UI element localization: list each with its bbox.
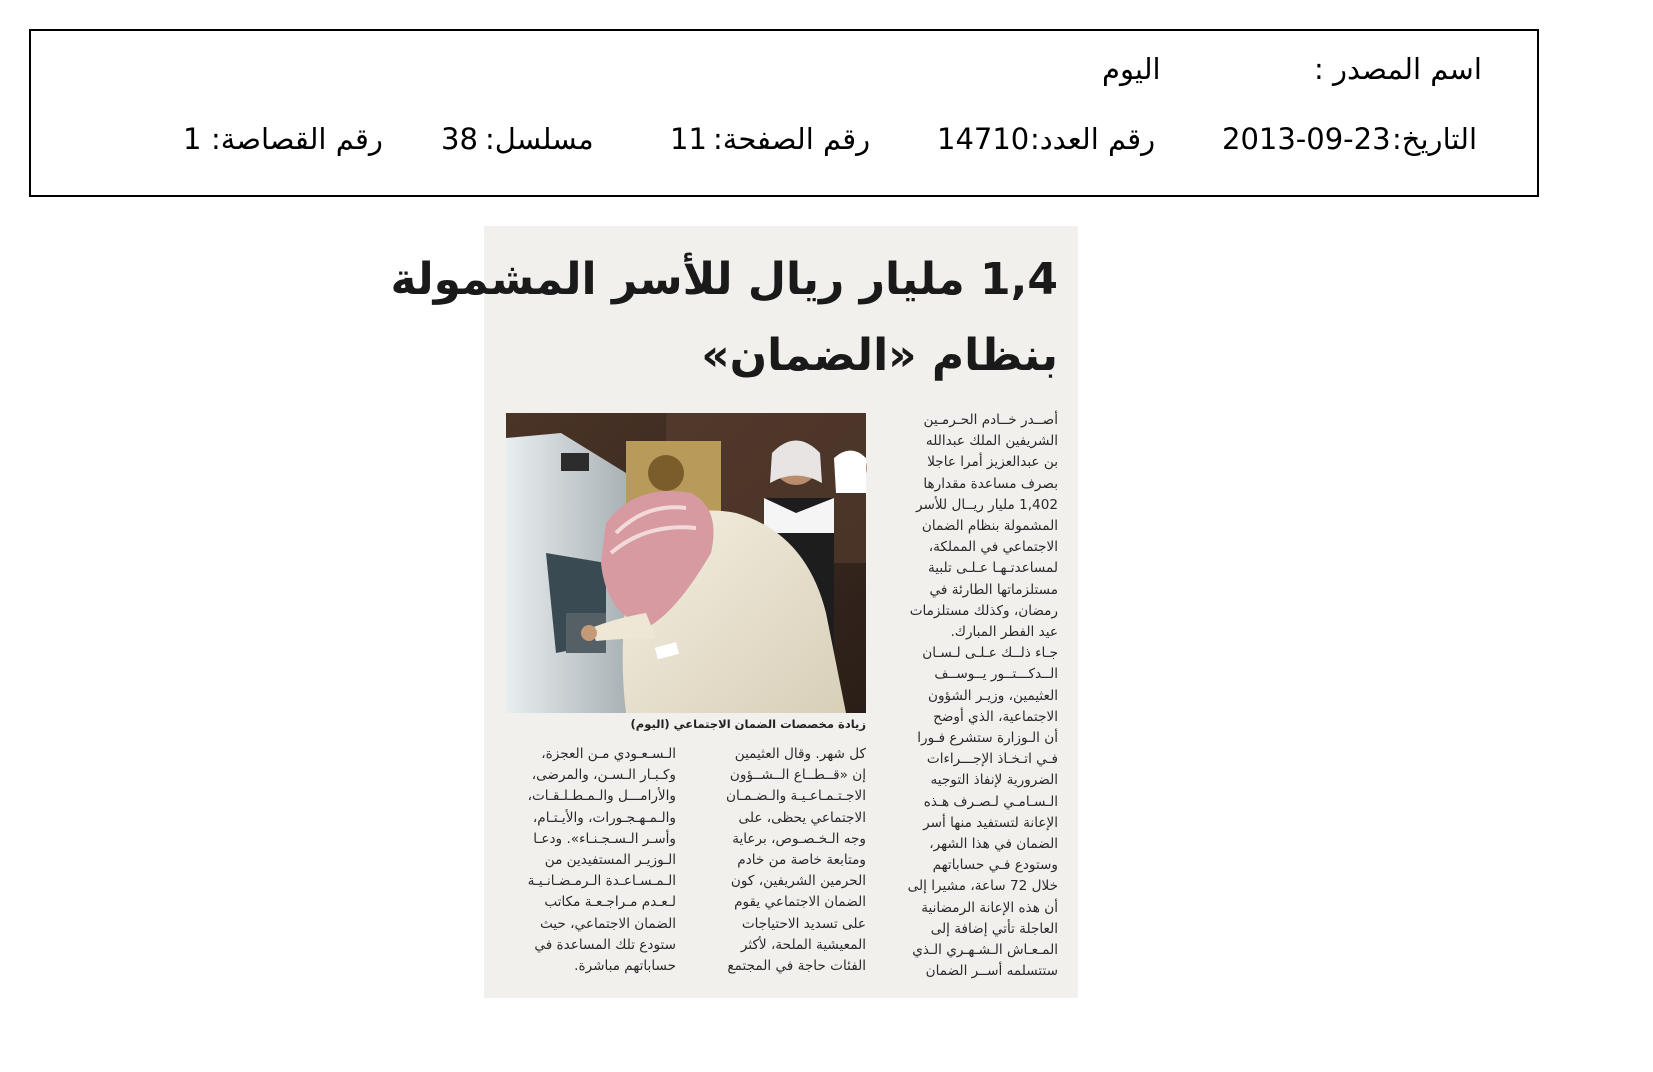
article-text-line: الفئات حاجة في المجتمع (727, 958, 866, 975)
source-value: اليوم (1102, 52, 1161, 86)
article-text-line: الضمان الاجتماعي، حيث (539, 915, 676, 932)
article-text-line: المـعـاش الـشـهـري الـذي (912, 942, 1058, 959)
article-text-line: ومتابعة خاصة من خادم (737, 852, 866, 869)
article-text-line: ستودع تلك المساعدة في (534, 936, 676, 953)
article-text-line: لمساعدتـهـا عـلـى تلبية (928, 560, 1058, 577)
article-text-line: المعيشية الملحة، لأكثر (740, 936, 866, 953)
article-text-line: والـمـهـجـورات، والأيـتـام، (532, 809, 676, 826)
article-text-line: وجه الـخـصـوص، برعاية (732, 830, 866, 847)
source-label: اسم المصدر : (1314, 52, 1482, 86)
issue-label: رقم العدد: (1030, 122, 1156, 156)
article-text-line: لـعـدم مـراجـعـة مكاتب (544, 894, 676, 911)
metadata-box (29, 29, 1539, 197)
article-text-line: الإعانة لتستفيد منها أسر (923, 814, 1058, 831)
serial-value: 38 (441, 122, 478, 156)
article-text-line: وكـبـار الـسـن، والمرضى، (531, 767, 676, 784)
article-column-middle (696, 744, 866, 977)
article-text-line: الشريفين الملك عبدالله (925, 433, 1058, 450)
issue-value: 14710 (937, 122, 1030, 156)
article-text-line: عيد الفطر المبارك. (950, 624, 1058, 641)
atm-scene-illustration (506, 413, 866, 713)
article-text-line: أن الـوزارة ستشرع فـورا (917, 730, 1058, 747)
serial-label: مسلسل: (485, 122, 594, 156)
article-text-line: جـاء ذلــك عـلـى لـسـان (922, 645, 1058, 662)
article-text-line: المشمولة بنظام الضمان (921, 518, 1058, 535)
article-text-line: كل شهر. وقال العثيمين (734, 746, 866, 762)
clip-label: رقم القصاصة: (211, 122, 383, 156)
article-text-line: الــدكـــتــور يــوســف (934, 666, 1058, 683)
article-text-line: بن عبدالعزيز أمرا عاجلا (927, 454, 1058, 471)
article-column-right (890, 410, 1058, 982)
article-text-line: الـمـسـاعـدة الـرمـضـانـيـة (527, 873, 676, 890)
article-text-line: وستودع فـي حساباتهم (932, 857, 1058, 874)
article-text-line: ستتسلمه أســر الضمان (925, 963, 1058, 980)
article-text-line: إن «قــطــاع الــشــؤون (729, 767, 866, 784)
article-text-line: الاجـتـمـاعـيـة والـضـمـان (726, 788, 866, 805)
article-text-line: الاجتماعي يحظى، على (738, 809, 866, 826)
article-text-line: الـسـعـودي مـن العجزة، (541, 746, 676, 762)
article-text-line: العثيمين، وزيـر الشؤون (927, 687, 1058, 704)
date-label: التاريخ: (1392, 122, 1478, 156)
article-text-line: العاجلة تأتي إضافة إلى (930, 920, 1058, 937)
article-text-line: الضمان الاجتماعي يقوم (734, 894, 866, 911)
article-text-line: بصرف مساعدة مقدارها (923, 475, 1058, 492)
article-text-line: على تسديد الاحتياجات (741, 915, 866, 932)
article-text-line: والأرامـــل والـمـطـلـقـات، (527, 788, 676, 805)
article-text-line: الضرورية لإنفاذ التوجيه (930, 772, 1058, 789)
clip-value: 1 (183, 122, 202, 156)
article-text-line: رمضان، وكذلك مستلزمات (909, 602, 1058, 619)
article-text-line: خلال 72 ساعة، مشيرا إلى (907, 878, 1058, 895)
article-text-line: الضمان في هذا الشهر، (929, 836, 1058, 853)
article-text-line: مستلزماتها الطارئة في (929, 581, 1058, 598)
article-text-line: فـي اتـخـاذ الإجـــراءات (926, 751, 1058, 768)
headline-line-1: 1,4 مليار ريال للأسر المشمولة (390, 254, 1058, 305)
article-text-line: وأسـر الـسـجـنـاء». ودعـا (533, 830, 676, 847)
article-text-line: أن هذه الإعانة الرمضانية (921, 899, 1058, 916)
article-text-line: الحرمين الشريفين، كون (730, 873, 866, 890)
article-text-line: 1,402 مليار ريــال للأسر (916, 496, 1058, 513)
article-text-line: الاجتماعية، الذي أوضح (933, 708, 1058, 725)
headline-line-2: بنظام «الضمان» (701, 330, 1058, 381)
date-value: 2013-09-23 (1222, 122, 1391, 156)
newspaper-clipping (390, 226, 1078, 998)
page-value: 11 (670, 122, 707, 156)
article-text-line: أصــدر خــادم الحـرمـين (923, 412, 1058, 428)
article-text-line: الـوزيـر المستفيدين من (544, 852, 676, 869)
article-text-line: الاجتماعي في المملكة، (928, 539, 1058, 556)
article-text-line: الـسـامـي لـصـرف هـذه (923, 793, 1058, 810)
photo-caption: زيادة مخصصات الضمان الاجتماعي (اليوم) (630, 717, 866, 731)
page-label: رقم الصفحة: (713, 122, 871, 156)
article-column-left (506, 744, 676, 977)
article-photo (506, 413, 866, 713)
article-text-line: حساباتهم مباشرة. (574, 958, 676, 975)
